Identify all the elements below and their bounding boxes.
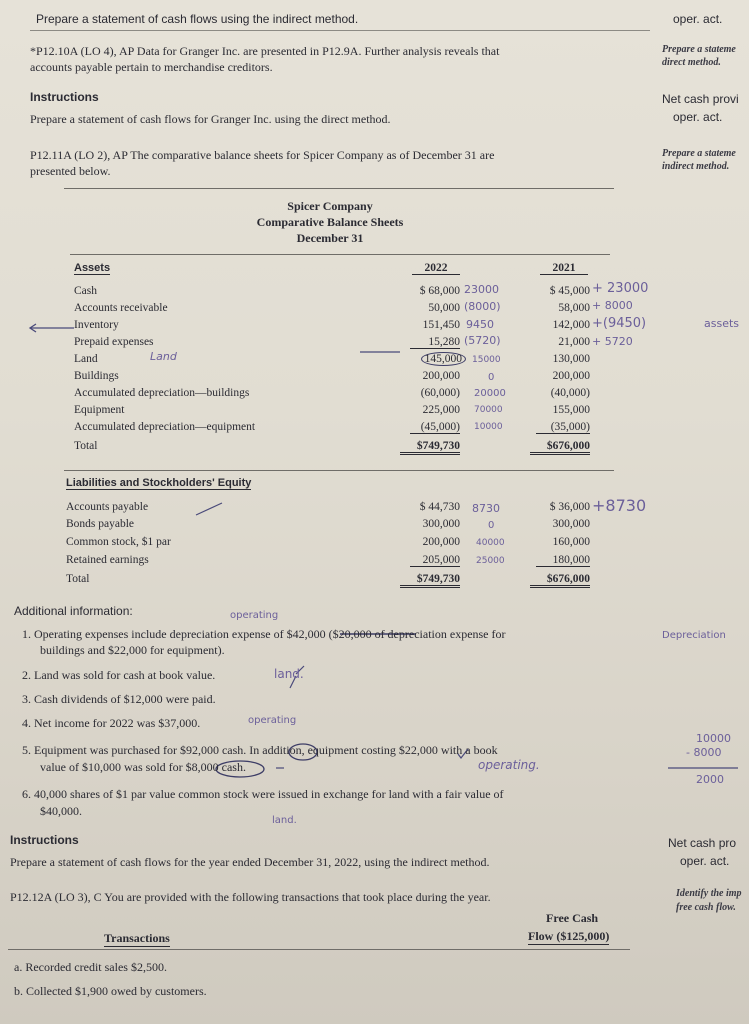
asset-2022: $ 68,000 xyxy=(419,285,460,297)
note-ar-diff: (8000) xyxy=(464,300,501,313)
asset-2021: 130,000 xyxy=(552,353,590,365)
additional-info-heading: Additional information: xyxy=(14,604,133,618)
asset-label: Prepaid expenses xyxy=(74,336,154,348)
free-cash-heading-line1: Free Cash xyxy=(546,911,599,925)
note-cash-plus: + 23000 xyxy=(592,281,649,296)
liability-label: Accounts payable xyxy=(66,501,149,513)
liability-2021: 300,000 xyxy=(552,518,590,530)
asset-2022: $749,730 xyxy=(400,440,460,455)
note-operating1: operating xyxy=(230,610,279,621)
asset-2022: 15,280 xyxy=(410,336,460,349)
sheet-date: December 31 xyxy=(296,231,364,245)
asset-2021: 58,000 xyxy=(558,302,590,314)
p1210-instructions-heading: Instructions xyxy=(30,90,99,104)
liability-2022: $ 44,730 xyxy=(419,501,460,513)
asset-2021: 21,000 xyxy=(558,336,590,348)
asset-2021: (40,000) xyxy=(550,387,590,399)
asset-label: Buildings xyxy=(74,370,119,382)
liability-2021: 180,000 xyxy=(536,554,590,567)
liability-2022: 205,000 xyxy=(410,554,460,567)
note-land-diff: 15000 xyxy=(472,355,501,365)
note-ap-diff: 8730 xyxy=(472,502,500,515)
liability-label: Retained earnings xyxy=(66,554,149,566)
liability-2021: $676,000 xyxy=(530,573,590,588)
note-inv-diff: 9450 xyxy=(466,318,494,331)
liability-2022: 200,000 xyxy=(422,536,460,548)
p1210-side-note3: Net cash provi xyxy=(662,92,739,106)
note-calc1: 10000 xyxy=(696,732,731,745)
note-land2: land. xyxy=(274,667,304,681)
asset-2021: 155,000 xyxy=(552,404,590,416)
note-calc3: 2000 xyxy=(696,773,724,786)
additional-item5-line1: 5. Equipment was purchased for $92,000 cash. In addition, equipment costing $22,000 with a book xyxy=(22,743,498,757)
transaction-b: b. Collected $1,900 owed by customers. xyxy=(14,984,207,998)
note-calc2: - 8000 xyxy=(686,746,722,759)
liability-2022: $749,730 xyxy=(400,573,460,588)
instructions-side-note2: oper. act. xyxy=(680,854,730,868)
p1211-side-note2: indirect method. xyxy=(662,161,730,172)
assets-heading: Assets xyxy=(74,262,111,274)
note-land: Land xyxy=(150,350,177,363)
liability-label: Bonds payable xyxy=(66,518,135,530)
additional-item4: 4. Net income for 2022 was $37,000. xyxy=(22,716,201,730)
note-ade-diff: 10000 xyxy=(474,422,503,432)
asset-2021: $ 45,000 xyxy=(549,285,590,297)
note-adb-diff: 20000 xyxy=(474,388,506,399)
p1211-text-line1: P12.11A (LO 2), AP The comparative balance sheets for Spicer Company as of December 31 are xyxy=(30,148,495,162)
company-name: Spicer Company xyxy=(287,199,373,213)
asset-label: Accumulated depreciation—buildings xyxy=(74,387,250,399)
note-eq-diff: 70000 xyxy=(474,405,503,415)
note-bld-diff: 0 xyxy=(488,372,495,383)
asset-2022: 151,450 xyxy=(422,319,460,331)
p1210-side-note2: direct method. xyxy=(662,57,721,68)
instructions-text: Prepare a statement of cash flows for the year ended December 31, 2022, using the indirect method. xyxy=(10,855,490,869)
additional-item1-line2: buildings and $22,000 for equipment). xyxy=(40,643,225,657)
p1212-text: P12.12A (LO 3), C You are provided with the following transactions that took place during the year. xyxy=(10,890,491,904)
instructions-side-note1: Net cash pro xyxy=(668,836,737,850)
note-operating3: operating. xyxy=(478,758,540,772)
asset-2022: 50,000 xyxy=(428,302,460,314)
additional-item1-line1: 1. Operating expenses include depreciation expense of $42,000 ($20,000 of depreciation expense for xyxy=(22,627,506,641)
p1210-instructions-text: Prepare a statement of cash flows for Granger Inc. using the direct method. xyxy=(30,112,391,126)
additional-item5-line2: value of $10,000 was sold for $8,000 cash. xyxy=(40,760,246,774)
additional-item6-line1: 6. 40,000 shares of $1 par value common stock were issued in exchange for land with a fair value of xyxy=(22,787,504,801)
note-land3: land. xyxy=(272,815,297,826)
asset-2021: 142,000 xyxy=(552,319,590,331)
note-bonds-diff: 0 xyxy=(488,520,495,531)
note-depreciation: Depreciation xyxy=(662,630,726,641)
p1211-text-line2: presented below. xyxy=(30,164,111,178)
asset-2021: 200,000 xyxy=(552,370,590,382)
asset-label: Accumulated depreciation—equipment xyxy=(74,421,256,433)
transactions-heading: Transactions xyxy=(104,931,170,945)
p1212-side-note2: free cash flow. xyxy=(676,902,736,913)
top-side-note: oper. act. xyxy=(673,12,723,26)
note-inv-plus: +(9450) xyxy=(592,316,647,331)
liability-2022: 300,000 xyxy=(422,518,460,530)
asset-2022: (60,000) xyxy=(420,387,460,399)
asset-2022: 225,000 xyxy=(422,404,460,416)
p1210-text-line1: *P12.10A (LO 4), AP Data for Granger Inc. are presented in P12.9A. Further analysis reveals that xyxy=(30,44,500,58)
sheet-title: Comparative Balance Sheets xyxy=(256,215,404,229)
p1210-side-note4: oper. act. xyxy=(673,110,723,124)
additional-item2: 2. Land was sold for cash at book value. xyxy=(22,668,216,682)
asset-2021: $676,000 xyxy=(530,440,590,455)
note-cash-diff: 23000 xyxy=(464,283,499,296)
transaction-a: a. Recorded credit sales $2,500. xyxy=(14,960,167,974)
note-cs-diff: 40000 xyxy=(476,538,505,548)
asset-2021: (35,000) xyxy=(536,421,590,434)
liability-label: Common stock, $1 par xyxy=(66,536,171,548)
asset-2022: (45,000) xyxy=(410,421,460,434)
p1212-side-note1: Identify the imp xyxy=(676,888,742,899)
instructions-heading: Instructions xyxy=(10,833,79,847)
liability-2021: 160,000 xyxy=(552,536,590,548)
asset-label: Total xyxy=(74,440,98,452)
note-prepaid-diff: (5720) xyxy=(464,334,501,347)
note-ap-plus: +8730 xyxy=(592,496,647,515)
asset-label: Cash xyxy=(74,285,97,297)
p1210-text-line2: accounts payable pertain to merchandise creditors. xyxy=(30,60,273,74)
asset-label: Land xyxy=(74,353,98,365)
note-ar-plus: + 8000 xyxy=(592,299,633,312)
note-assets: assets xyxy=(704,317,740,330)
note-operating2: operating xyxy=(248,715,297,726)
asset-2022: 200,000 xyxy=(422,370,460,382)
additional-item3: 3. Cash dividends of $12,000 were paid. xyxy=(22,692,216,706)
liability-label: Total xyxy=(66,573,90,585)
asset-label: Inventory xyxy=(74,319,119,331)
col-header-2022: 2022 xyxy=(412,262,460,275)
free-cash-heading-line2: Flow ($125,000) xyxy=(528,929,610,943)
asset-label: Equipment xyxy=(74,404,125,416)
p1210-side-note1: Prepare a stateme xyxy=(662,44,736,55)
top-instruction: Prepare a statement of cash flows using the indirect method. xyxy=(36,12,359,26)
asset-2022: 145,000 xyxy=(421,352,466,366)
note-re-diff: 25000 xyxy=(476,556,505,566)
col-header-2021: 2021 xyxy=(540,262,588,275)
asset-label: Accounts receivable xyxy=(74,302,168,314)
additional-item6-line2: $40,000. xyxy=(40,804,82,818)
liability-2021: $ 36,000 xyxy=(549,501,590,513)
p1211-side-note1: Prepare a stateme xyxy=(662,148,736,159)
liabilities-heading: Liabilities and Stockholders' Equity xyxy=(66,477,252,489)
note-prepaid-plus: + 5720 xyxy=(592,335,633,348)
